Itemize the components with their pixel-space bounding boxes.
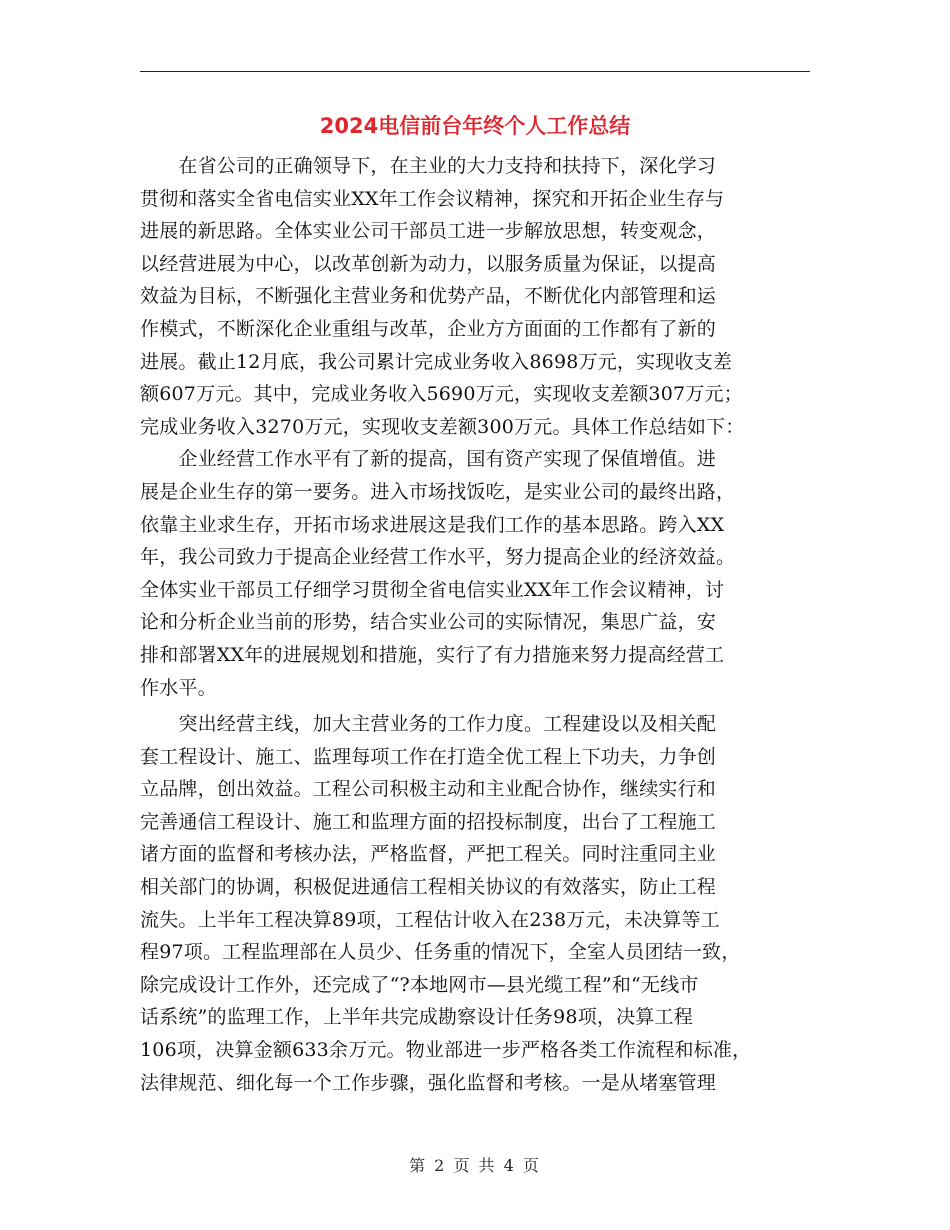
body-line: 作水平。 (140, 676, 217, 699)
body-line: 套工程设计、施工、监理每项工作在打造全优工程上下功夫，力争创 (140, 745, 717, 768)
body-line: 贯彻和落实全省电信实业XX年工作会议精神，探究和开拓企业生存与 (140, 187, 725, 210)
page-number: 第 2 页 共 4 页 (409, 1156, 541, 1175)
document-body (140, 150, 810, 1099)
body-line: 额607万元。其中，完成业务收入5690万元，实现收支差额307万元； (140, 383, 743, 406)
body-line: 突出经营主线，加大主营业务的工作力度。工程建设以及相关配 (140, 713, 717, 736)
body-line: 企业经营工作水平有了新的提高，国有资产实现了保值增值。进 (140, 448, 717, 471)
body-line: 在省公司的正确领导下，在主业的大力支持和扶持下，深化学习 (140, 155, 717, 177)
body-line: 立品牌，创出效益。工程公司积极主动和主业配合协作，继续实行和 (140, 778, 717, 801)
body-line: 以经营进展为中心，以改革创新为动力，以服务质量为保证，以提高 (140, 252, 717, 275)
body-line: 完成业务收入3270万元，实现收支差额300万元。具体工作总结如下： (140, 415, 745, 438)
body-line: 排和部署XX年的进展规划和措施，实行了有力措施来努力提高经营工 (140, 643, 725, 666)
body-line: 进展。截止12月底，我公司累计完成业务收入8698万元，实现收支差 (140, 350, 733, 373)
body-line: 诸方面的监督和考核办法，严格监督，严把工程关。同时注重同主业 (140, 843, 717, 866)
body-line: 论和分析企业当前的形势，结合实业公司的实际情况，集思广益，安 (140, 611, 717, 634)
body-line: 效益为目标，不断强化主营业务和优势产品，不断优化内部管理和运 (140, 285, 717, 308)
body-line: 全体实业干部员工仔细学习贯彻全省电信实业XX年工作会议精神，讨 (140, 578, 725, 601)
body-line: 进展的新思路。全体实业公司干部员工进一步解放思想，转变观念， (140, 220, 717, 243)
body-line: 展是企业生存的第一要务。进入市场找饭吃，是实业公司的最终出路， (140, 480, 736, 503)
body-line: 话系统”的监理工作，上半年共完成勘察设计任务98项，决算工程 (140, 1006, 693, 1029)
body-line: 完善通信工程设计、施工和监理方面的招投标制度，出台了工程施工 (140, 810, 717, 833)
body-line: 年，我公司致力于提高企业经营工作水平，努力提高企业的经济效益。 (140, 546, 736, 569)
body-line: 相关部门的协调，积极促进通信工程相关协议的有效落实，防止工程 (140, 876, 717, 899)
body-line: 依靠主业求生存，开拓市场求进展这是我们工作的基本思路。跨入XX (140, 513, 725, 536)
header-rule (140, 71, 810, 72)
document-title: 2024电信前台年终个人工作总结 (319, 114, 631, 138)
body-line: 106项，决算金额633余万元。物业部进一步严格各类工作流程和标准， (140, 1039, 752, 1062)
body-line: 除完成设计工作外，还完成了“?本地网市—县光缆工程”和“无线市 (140, 973, 699, 996)
body-line: 流失。上半年工程决算89项，工程估计收入在238万元，未决算等工 (140, 908, 720, 931)
body-line: 程97项。工程监理部在人员少、任务重的情况下，全室人员团结一致， (140, 941, 741, 964)
body-line: 作模式，不断深化企业重组与改革，企业方方面面的工作都有了新的 (140, 317, 717, 340)
body-line: 法律规范、细化每一个工作步骤，强化监督和考核。一是从堵塞管理 (140, 1071, 717, 1094)
